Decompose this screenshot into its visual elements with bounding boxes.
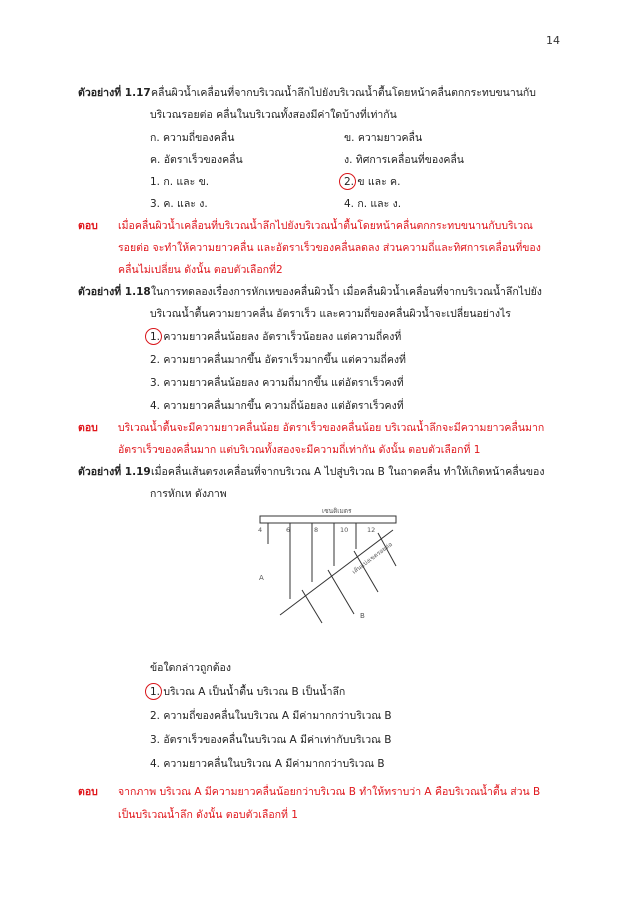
option-b: ข. ความยาวคลื่น [344,132,423,144]
answer-text: อัตราเร็วของคลื่นมาก แต่บริเวณทั้งสองจะมีความถี่เท่ากัน ดังนั้น ตอบตัวเลือกที่ 1 [118,444,481,456]
tick-label: 6 [286,526,291,534]
answer-circle-mark [339,173,356,190]
answer-text: เมื่อคลื่นผิวน้ำเคลื่อนที่บริเวณน้ำลึกไปยังบริเวณน้ำตื้นโดยหน้าคลื่นตกกระทบขนานกับบริเวณ [118,220,533,232]
tick-label: 4 [258,526,263,534]
question-text: คลื่นผิวน้ำเคลื่อนที่จากบริเวณน้ำลึกไปยังบริเวณน้ำตื้นโดยหน้าคลื่นตกกระทบขนานกับ [151,87,536,99]
tick-label: 10 [340,526,349,534]
choice-3: 3. อัตราเร็วของคลื่นในบริเวณ A มีค่าเท่ากับบริเวณ B [150,734,392,746]
answer-label: ตอบ [78,422,98,434]
wavefront-b [328,570,354,614]
choice-2: 2. ความยาวคลื่นมากขึ้น อัตราเร็วมากขึ้น แต่ความถี่คงที่ [150,354,406,366]
example-label: ตัวอย่างที่ 1.18 [78,286,151,298]
choice-4: 4. ความยาวคลื่นมากขึ้น ความถี่น้อยลง แต่อัตราเร็วคงที่ [150,400,404,412]
question-text: บริเวณน้ำตื้นความยาวคลื่น อัตราเร็ว และความถี่ของคลื่นผิวน้ำจะเปลี่ยนอย่างไร [150,308,511,320]
answer-circle-mark [145,328,162,345]
example-label: ตัวอย่างที่ 1.19 [78,466,151,478]
question-text: ในการทดลองเรื่องการหักเหของคลื่นผิวน้ำ เมื่อคลื่นผิวน้ำเคลื่อนที่จากบริเวณน้ำลึกไปยัง [151,286,542,298]
tick-label: 8 [314,526,319,534]
option-d: ง. ทิศการเคลื่อนที่ของคลื่น [344,154,464,166]
choice-1: 1. ก. และ ข. [150,176,210,188]
choice-4: 4. ความยาวคลื่นในบริเวณ A มีค่ามากกว่าบริเวณ B [150,758,385,770]
answer-text: บริเวณน้ำตื้นจะมีความยาวคลื่นน้อย อัตราเร็วของคลื่นน้อย บริเวณน้ำลึกจะมีความยาวคลื่นมาก [118,422,545,434]
boundary-line [280,530,393,615]
question-text: เมื่อคลื่นเส้นตรงเคลื่อนที่จากบริเวณ A ไปสู่บริเวณ B ในถาดคลื่น ทำให้เกิดหน้าคลื่นของ [151,466,545,478]
option-c: ค. อัตราเร็วของคลื่น [150,154,243,166]
question-text: การหักเห ดังภาพ [150,488,227,500]
wave-refraction-diagram [250,506,410,626]
wavefront-b [302,590,322,623]
region-a-label: A [259,574,264,582]
choice-4: 4. ก. และ ง. [344,198,402,210]
question-text: บริเวณรอยต่อ คลื่นในบริเวณทั้งสองมีค่าใดบ้างที่เท่ากัน [150,109,397,121]
example-label: ตัวอย่างที่ 1.17 [78,87,151,99]
question-prompt: ข้อใดกล่าวถูกต้อง [150,662,231,674]
answer-circle-mark [145,683,162,700]
choice-1: 1. บริเวณ A เป็นน้ำตื้น บริเวณ B เป็นน้ำลึก [150,686,346,698]
choice-1: 1. ความยาวคลื่นน้อยลง อัตราเร็วน้อยลง แต่ความถี่คงที่ [150,331,402,343]
choice-3: 3. ค. และ ง. [150,198,208,210]
region-b-label: B [360,612,365,620]
boundary-label: เส้นแบ่งเขตรอยต่อ [350,540,394,576]
ruler-label: เซนติเมตร [322,507,352,515]
tick-label: 12 [367,526,376,534]
ruler [260,516,396,523]
answer-text: เป็นบริเวณน้ำลึก ดังนั้น ตอบตัวเลือกที่ 1 [118,809,298,821]
answer-text: รอยต่อ จะทำให้ความยาวคลื่น และอัตราเร็วของคลื่นลดลง ส่วนความถี่และทิศการเคลื่อนที่ของ [118,242,541,254]
answer-label: ตอบ [78,786,98,798]
choice-2: 2. ข และ ค. [344,176,401,188]
answer-text: จากภาพ บริเวณ A มีความยาวคลื่นน้อยกว่าบริเวณ B ทำให้ทราบว่า A คือบริเวณน้ำตื้น ส่วน B [118,786,541,798]
diagram-lines [260,516,396,623]
page-number: 14 [546,34,560,47]
choice-3: 3. ความยาวคลื่นน้อยลง ความถี่มากขึ้น แต่อัตราเร็วคงที่ [150,377,404,389]
answer-text: คลื่นไม่เปลี่ยน ดังนั้น ตอบตัวเลือกที่2 [118,264,283,276]
option-a: ก. ความถี่ของคลื่น [150,132,235,144]
choice-2: 2. ความถี่ของคลื่นในบริเวณ A มีค่ามากกว่าบริเวณ B [150,710,392,722]
answer-label: ตอบ [78,220,98,232]
